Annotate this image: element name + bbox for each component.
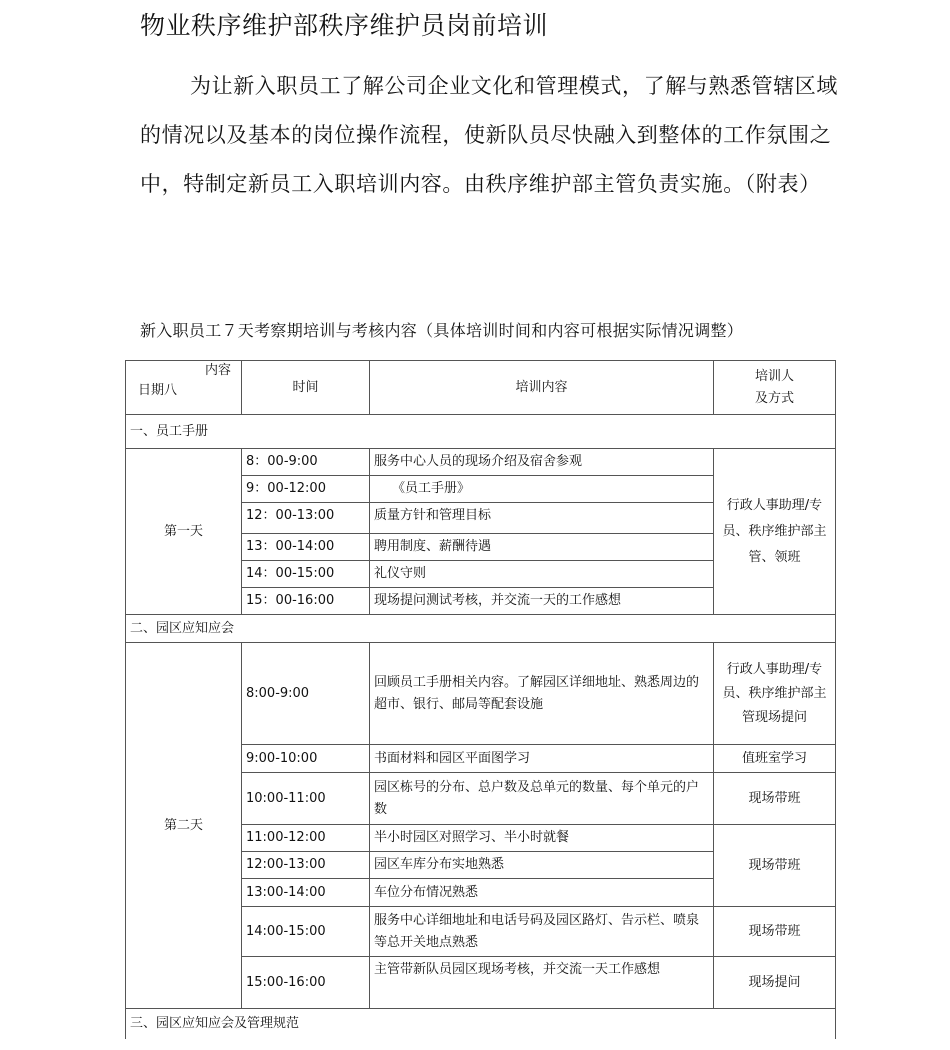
time-cell: 11:00-12:00 <box>242 825 370 852</box>
section-3-label: 三、园区应知应会及管理规范 <box>126 1009 836 1039</box>
content-cell: 质量方针和管理目标 <box>370 503 714 534</box>
content-cell: 礼仪守则 <box>370 561 714 588</box>
trainer-cell: 现场提问 <box>714 957 836 1009</box>
document-title: 物业秩序维护部秩序维护员岗前培训 <box>140 11 549 40</box>
time-cell: 14：00-15:00 <box>242 561 370 588</box>
content-cell: 半小时园区对照学习、半小时就餐 <box>370 825 714 852</box>
section-row <box>126 415 836 449</box>
day1-label: 第一天 <box>126 449 242 615</box>
content-cell: 聘用制度、薪酬待遇 <box>370 534 714 561</box>
time-cell: 15：00-16:00 <box>242 588 370 615</box>
training-schedule-table <box>125 360 836 1039</box>
day1-trainer: 行政人事助理/专员、秩序维护部主管、领班 <box>714 449 836 615</box>
section-row <box>126 615 836 643</box>
content-cell: 服务中心详细地址和电话号码及园区路灯、告示栏、喷泉等总开关地点熟悉 <box>370 907 714 957</box>
trainer-cell: 值班室学习 <box>714 745 836 773</box>
content-cell: 《员工手册》 <box>370 476 714 503</box>
time-cell: 13：00-14:00 <box>242 534 370 561</box>
content-cell: 回顾员工手册相关内容。了解园区详细地址、熟悉周边的超市、银行、邮局等配套设施 <box>370 643 714 745</box>
time-cell: 8:00-9:00 <box>242 643 370 745</box>
header-content: 培训内容 <box>370 361 714 415</box>
time-cell: 15:00-16:00 <box>242 957 370 1009</box>
content-cell: 主管带新队员园区现场考核，并交流一天工作感想 <box>370 957 714 1009</box>
content-cell: 车位分布情况熟悉 <box>370 879 714 907</box>
header-trainer-line1: 培训人 <box>754 368 794 384</box>
header-content-diag: 内容 <box>204 363 231 378</box>
day2-label: 第二天 <box>126 643 242 1009</box>
header-time: 时间 <box>242 361 370 415</box>
table-caption: 新入职员工７天考察期培训与考核内容（具体培训时间和内容可根据实际情况调整） <box>140 321 744 340</box>
time-cell: 12:00-13:00 <box>242 852 370 879</box>
time-cell: 14:00-15:00 <box>242 907 370 957</box>
time-cell: 9:00-10:00 <box>242 745 370 773</box>
time-cell: 12：00-13:00 <box>242 503 370 534</box>
content-cell: 书面材料和园区平面图学习 <box>370 745 714 773</box>
header-trainer-line2: 及方式 <box>754 390 794 406</box>
time-cell: 13:00-14:00 <box>242 879 370 907</box>
section-row <box>126 1009 836 1039</box>
header-trainer <box>714 361 836 415</box>
trainer-cell: 行政人事助理/专员、秩序维护部主管现场提问 <box>714 643 836 745</box>
time-cell: 10:00-11:00 <box>242 773 370 825</box>
intro-paragraph: 为让新入职员工了解公司企业文化和管理模式，了解与熟悉管辖区域的情况以及基本的岗位操作流程，使新队员尽快融入到整体的工作氛围之中，特制定新员工入职培训内容。由秩序维护部主管负责实施。（附表） <box>140 74 838 196</box>
time-cell: 9：00-12:00 <box>242 476 370 503</box>
header-date-diag: 日期八 <box>138 383 178 398</box>
table-row <box>126 449 836 476</box>
time-cell: 8：00-9:00 <box>242 449 370 476</box>
trainer-cell: 现场带班 <box>714 907 836 957</box>
trainer-cell: 现场带班 <box>714 825 836 907</box>
section-1-label: 一、员工手册 <box>126 415 836 449</box>
content-cell: 现场提问测试考核，并交流一天的工作感想 <box>370 588 714 615</box>
table-header-row <box>126 361 836 415</box>
content-cell: 服务中心人员的现场介绍及宿舍参观 <box>370 449 714 476</box>
table-row <box>126 643 836 745</box>
section-2-label: 二、园区应知应会 <box>126 615 836 643</box>
content-cell: 园区车库分布实地熟悉 <box>370 852 714 879</box>
trainer-cell: 现场带班 <box>714 773 836 825</box>
header-date-content-cell <box>126 361 242 415</box>
content-cell: 园区栋号的分布、总户数及总单元的数量、每个单元的户数 <box>370 773 714 825</box>
